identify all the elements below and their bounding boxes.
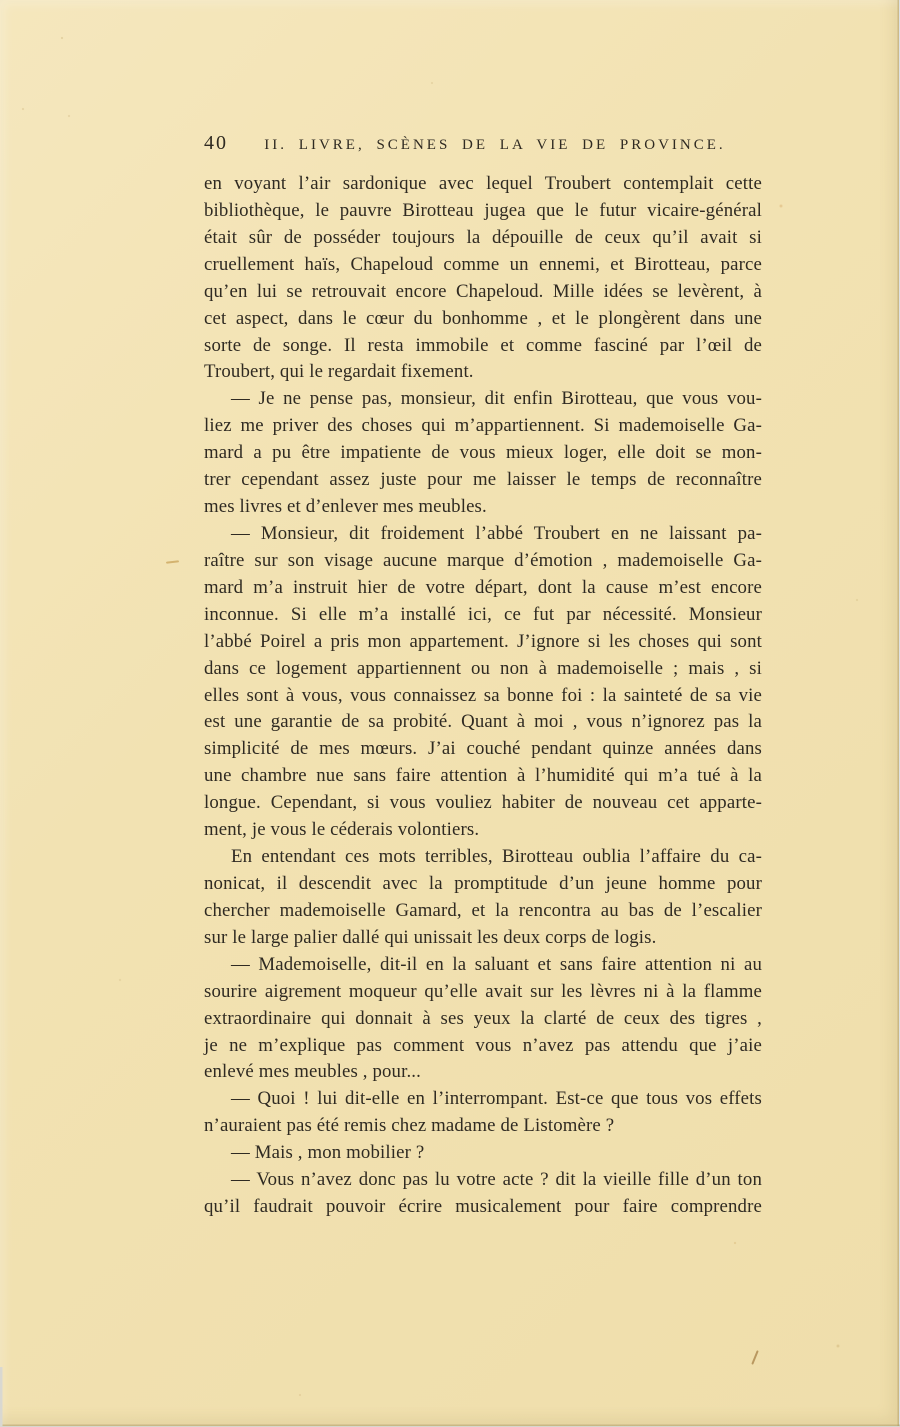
text-line: en voyant l’air sardonique avec lequel Troubert contemplait cette bbox=[204, 173, 762, 194]
text-line: sorte de songe. Il resta immobile et comme fasciné par l’œil de bbox=[204, 334, 762, 356]
text-line: qu’en lui se retrouvait encore Chapeloud. Mille idées se levèrent, à bbox=[204, 280, 762, 302]
text-line: cet aspect, dans le cœur du bonhomme , et le plongèrent dans une bbox=[204, 307, 762, 329]
text-line: n’auraient pas été remis chez madame de Listomère ? bbox=[204, 1115, 615, 1137]
text-line: ment, je vous le céderais volontiers. bbox=[204, 819, 480, 841]
paragraph bbox=[204, 1140, 762, 1167]
text-line: — Mademoiselle, dit-il en la saluant et sans faire attention ni au bbox=[231, 953, 762, 975]
text-line: dans ce logement appartiennent ou non à mademoiselle ; mais , si bbox=[204, 657, 762, 679]
text-line: mard a pu être impatiente de vous mieux loger, elle doit se mon- bbox=[204, 442, 762, 464]
text-line: — Mais , mon mobilier ? bbox=[231, 1142, 425, 1164]
text-line: l’abbé Poirel a pris mon appartement. J’ignore si les choses qui sont bbox=[204, 630, 762, 652]
text-line: inconnue. Si elle m’a installé ici, ce fut par nécessité. Monsieur bbox=[204, 603, 762, 625]
text-line: bibliothèque, le pauvre Birotteau jugea que le futur vicaire-général bbox=[204, 199, 762, 221]
text-line: était sûr de posséder toujours la dépouille de ceux qu’il avait si bbox=[204, 226, 762, 248]
text-line: sur le large palier dallé qui unissait les deux corps de logis. bbox=[204, 926, 657, 948]
running-title: II. LIVRE, SCÈNES DE LA VIE DE PROVINCE. bbox=[264, 137, 726, 153]
text-line: liez me priver des choses qui m’appartiennent. Si mademoiselle Ga- bbox=[204, 415, 762, 437]
paragraph bbox=[204, 171, 762, 386]
text-line: raître sur son visage aucune marque d’émotion , mademoiselle Ga- bbox=[204, 549, 762, 571]
text-line: cruellement haïs, Chapeloud comme un ennemi, et Birotteau, parce bbox=[204, 253, 762, 275]
text-line: — Je ne pense pas, monsieur, dit enfin Birotteau, que vous vou- bbox=[231, 388, 762, 410]
text-line: simplicité de mes mœurs. J’ai couché pendant quinze années dans bbox=[204, 738, 762, 760]
text-line: qu’il faudrait pouvoir écrire musicalement pour faire comprendre bbox=[204, 1196, 762, 1218]
text-line: enlevé mes meubles , pour... bbox=[204, 1061, 422, 1083]
pen-slash-mark bbox=[751, 1350, 758, 1365]
text-line: Troubert, qui le regardait fixement. bbox=[204, 361, 474, 383]
text-line: trer cependant assez juste pour me laisser le temps de reconnaître bbox=[204, 469, 762, 491]
text-line: nonicat, il descendit avec la promptitude d’un jeune homme pour bbox=[204, 872, 762, 894]
text-line: je ne m’explique pas comment vous n’avez pas attendu que j’aie bbox=[204, 1034, 762, 1056]
text-line: une chambre nue sans faire attention à l’humidité qui m’a tué à la bbox=[204, 765, 762, 787]
text-line: — Vous n’avez donc pas lu votre acte ? dit la vieille fille d’un ton bbox=[231, 1169, 762, 1191]
paragraph bbox=[204, 521, 762, 844]
paragraph bbox=[204, 1086, 762, 1140]
page-header bbox=[204, 132, 762, 155]
text-column bbox=[204, 171, 762, 1221]
text-line: extraordinaire qui donnait à ses yeux la clarté de ceux des tigres , bbox=[204, 1007, 762, 1029]
paragraph bbox=[204, 952, 762, 1087]
paragraph bbox=[204, 844, 762, 952]
text-line: elles sont à vous, vous connaissez sa bonne foi : la sainteté de sa vie bbox=[204, 684, 762, 706]
margin-dash-mark bbox=[166, 560, 179, 563]
text-line: En entendant ces mots terribles, Birotteau oublia l’affaire du ca- bbox=[231, 846, 762, 868]
text-line: chercher mademoiselle Gamard, et la rencontra au bas de l’escalier bbox=[204, 899, 762, 921]
paragraph bbox=[204, 1167, 762, 1221]
page-number: 40 bbox=[204, 132, 228, 154]
text-line: est une garantie de sa probité. Quant à moi , vous n’ignorez pas la bbox=[204, 711, 762, 733]
paragraph bbox=[204, 386, 762, 521]
text-line: — Quoi ! lui dit-elle en l’interrompant. Est-ce que tous vos effets bbox=[231, 1088, 762, 1110]
page-edge-corner bbox=[0, 1367, 3, 1427]
text-line: — Monsieur, dit froidement l’abbé Troubert en ne laissant pa- bbox=[231, 522, 762, 544]
text-line: mes livres et d’enlever mes meubles. bbox=[204, 496, 487, 518]
text-line: longue. Cependant, si vous vouliez habiter de nouveau cet apparte- bbox=[204, 792, 762, 814]
text-line: mard m’a instruit hier de votre départ, dont la cause m’est encore bbox=[204, 576, 762, 598]
text-line: sourire aigrement moqueur qu’elle avait sur les lèvres ni à la flamme bbox=[204, 980, 762, 1002]
